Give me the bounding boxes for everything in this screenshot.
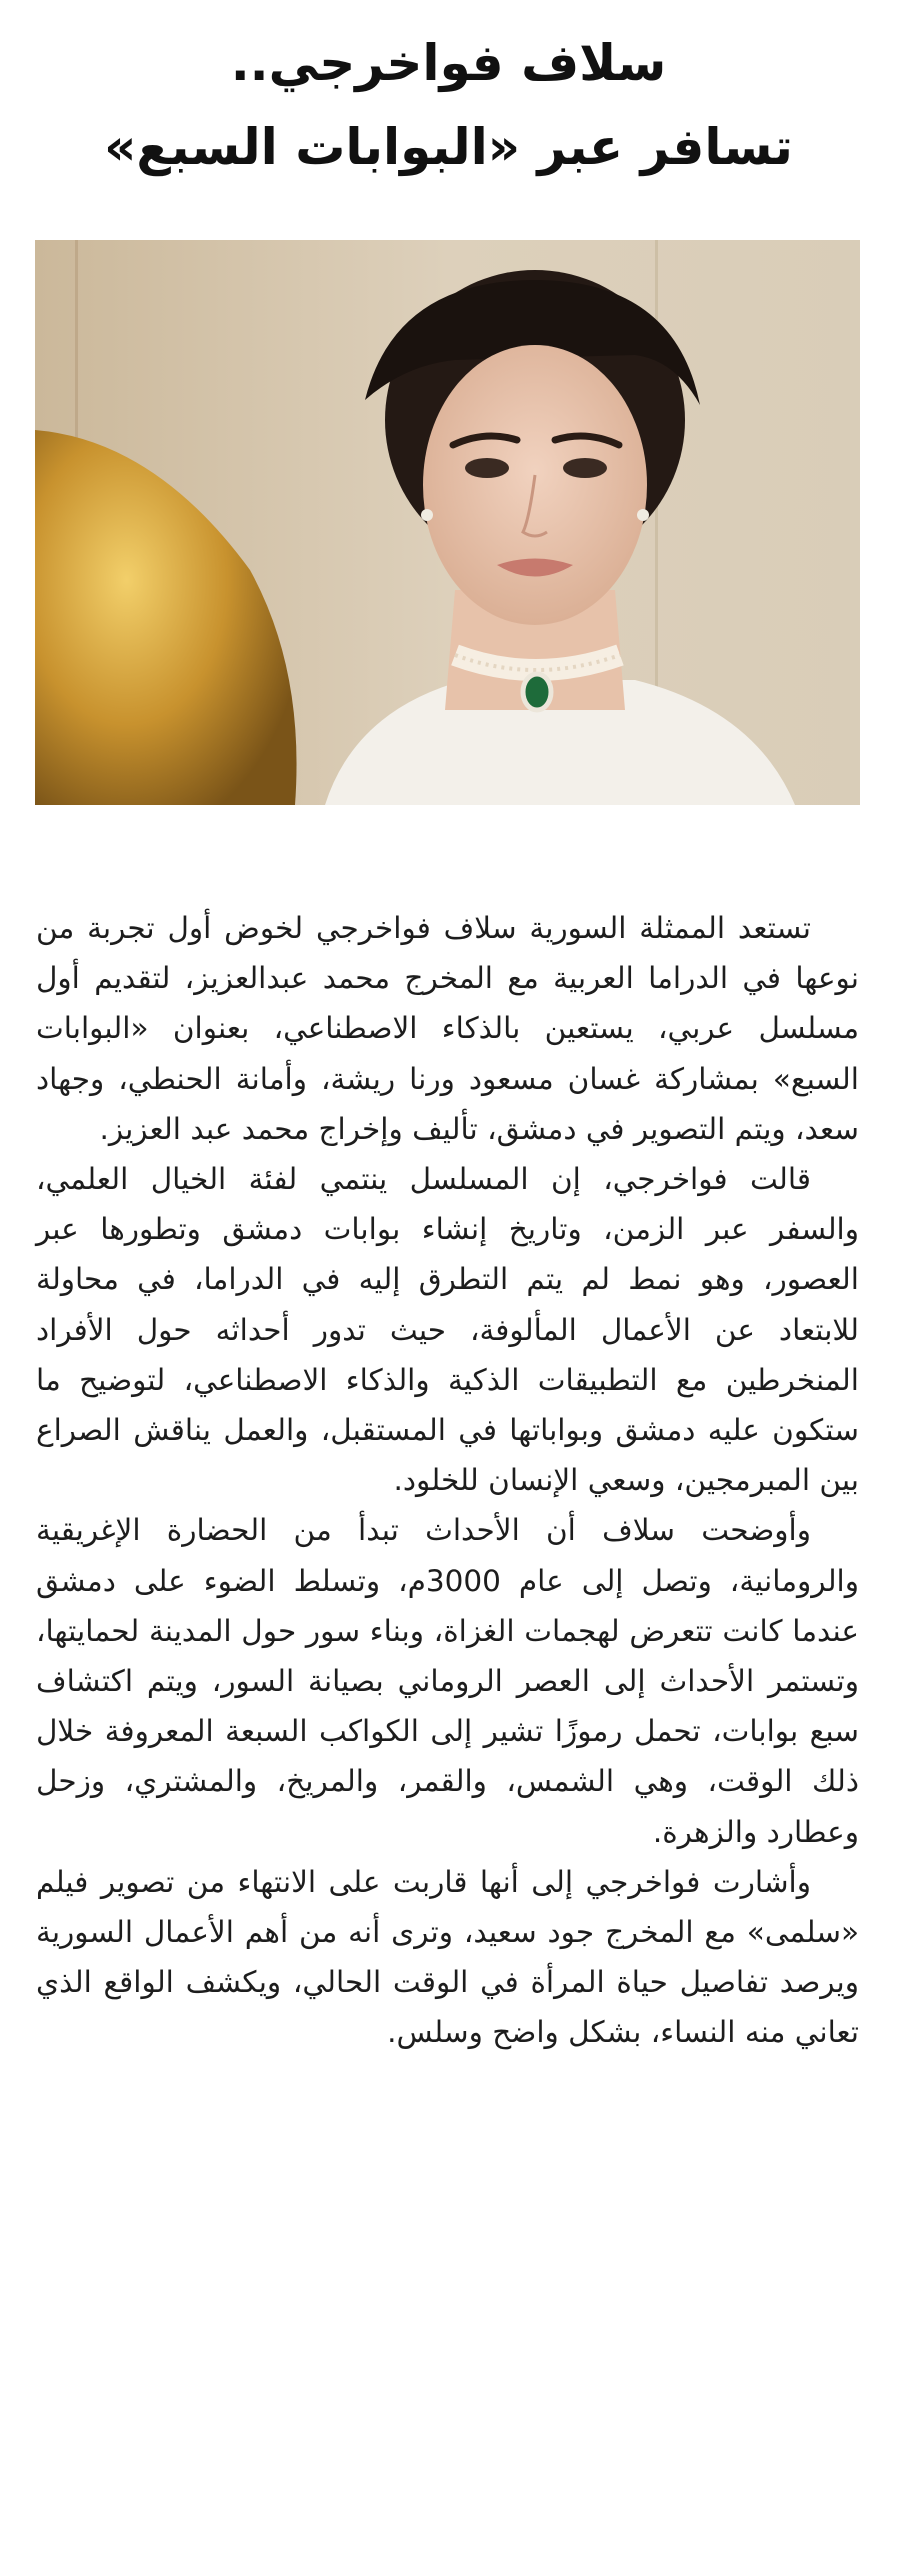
article-body [36,903,859,2058]
portrait-photo [35,240,860,805]
article-paragraph-1: تستعد الممثلة السورية سلاف فواخرجي لخوض أول تجربة من نوعها في الدراما العربية مع المخرج محمد عبدالعزيز، لتقديم أول مسلسل عربي، يستعين بالذكاء الاصطناعي، بعنوان «البوابات السبع» بمشاركة غسان مسعود ورنا ريشة، وأمانة الحنطي، وجهاد سعد، ويتم التصوير في دمشق، تأليف وإخراج محمد عبد العزيز. [36,911,859,1146]
headline-line-2: تسافر عبر «البوابات السبع» [104,118,793,176]
article-paragraph-2: قالت فواخرجي، إن المسلسل ينتمي لفئة الخيال العلمي، والسفر عبر الزمن، وتاريخ إنشاء بوابات دمشق وتطورها عبر العصور، وهو نمط لم يتم التطرق إليه في الدراما، في محاولة للابتعاد عن الأعمال المألوفة، حيث تدور أحداثه حول الأفراد المنخرطين مع التطبيقات الذكية والذكاء الاصطناعي، لتوضيح ما ستكون عليه دمشق وبواباتها في المستقبل، والعمل يناقش الصراع بين المبرمجين، وسعي الإنسان للخلود. [36,1162,859,1498]
article-paragraph-4: وأشارت فواخرجي إلى أنها قاربت على الانتهاء من تصوير فيلم «سلمى» مع المخرج جود سعيد، وترى أنه من أهم الأعمال السورية ويرصد تفاصيل حياة المرأة في الوقت الحالي، ويكشف الواقع الذي تعاني منه النساء، بشكل واضح وسلس. [36,1864,859,2050]
headline-line-1: سلاف فواخرجي.. [230,34,667,92]
article-paragraph-3: وأوضحت سلاف أن الأحداث تبدأ من الحضارة الإغريقية والرومانية، وتصل إلى عام 3000م، وتسلط الضوء على دمشق عندما كانت تتعرض لهجمات الغزاة، وبناء سور حول المدينة لحمايتها، وتستمر الأحداث إلى العصر الروماني بصيانة السور، ويتم اكتشاف سبع بوابات، تحمل رموزًا تشير إلى الكواكب السبعة المعروفة خلال ذلك الوقت، وهي الشمس، والقمر، والمريخ، والمشتري، وزحل وعطارد والزهرة. [36,1513,859,1849]
